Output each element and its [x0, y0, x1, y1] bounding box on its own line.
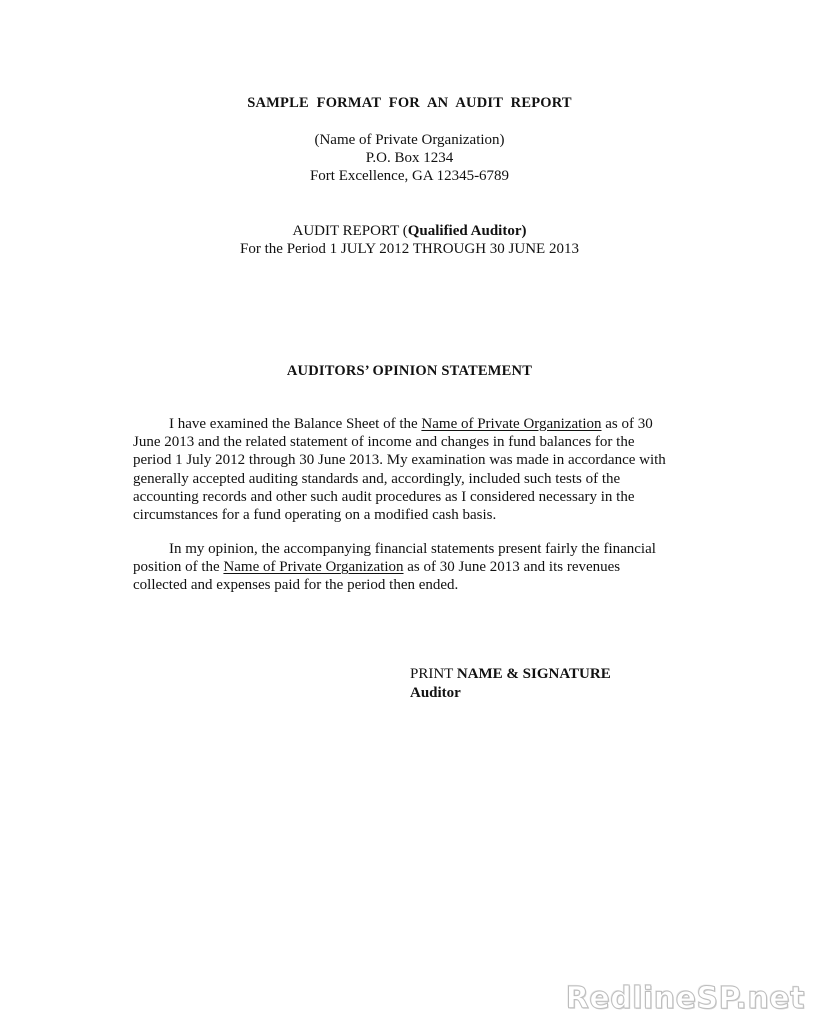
- print-label: PRINT: [410, 666, 457, 682]
- signature-line: [410, 665, 611, 683]
- paragraph-line: accounting records and other such audit procedures as I considered necessary in the: [133, 488, 635, 505]
- paragraph-line: generally accepted auditing standards and, accordingly, included such tests of the: [133, 470, 621, 487]
- org-po-box-line: P.O. Box 1234: [365, 150, 454, 166]
- report-period: For the Period 1 JULY 2012 THROUGH 30 JUNE 2013: [240, 241, 579, 257]
- document-title: SAMPLE FORMAT FOR AN AUDIT REPORT: [247, 95, 572, 111]
- paragraph-line: In my opinion, the accompanying financial statements present fairly the financial: [169, 541, 656, 557]
- paragraph-line: [133, 558, 693, 576]
- text-run: as of 30: [601, 416, 653, 432]
- text-run: position of the: [133, 559, 224, 576]
- auditor-role: Auditor: [410, 685, 461, 701]
- paragraph-line: period 1 July 2012 through 30 June 2013. My examination was made in accordance with: [133, 452, 666, 469]
- org-name-line: (Name of Private Organization): [314, 132, 505, 148]
- name-signature-label: NAME & SIGNATURE: [456, 666, 611, 682]
- paragraph-line: collected and expenses paid for the period then ended.: [133, 577, 459, 594]
- report-title-qualifier: Qualified Auditor): [407, 223, 527, 239]
- text-run: as of 30 June 2013 and its revenues: [403, 559, 621, 576]
- paragraph-line: [133, 415, 693, 433]
- section-heading: AUDITORS’ OPINION STATEMENT: [286, 363, 533, 379]
- org-address-line: Fort Excellence, GA 12345-6789: [309, 168, 510, 184]
- site-watermark: RedlineSP.net: [565, 981, 805, 1016]
- opinion-paragraph-2: [133, 540, 693, 595]
- report-title: [0, 222, 819, 240]
- paragraph-line: June 2013 and the related statement of income and changes in fund balances for the: [133, 434, 635, 451]
- org-name-underlined: Name of Private Organization: [223, 559, 404, 576]
- report-title-prefix: AUDIT REPORT (: [292, 223, 408, 239]
- paragraph-line: circumstances for a fund operating on a modified cash basis.: [133, 507, 497, 524]
- text-run: I have examined the Balance Sheet of the: [169, 416, 422, 432]
- opinion-paragraph-1: [133, 415, 693, 524]
- org-name-underlined: Name of Private Organization: [421, 416, 602, 432]
